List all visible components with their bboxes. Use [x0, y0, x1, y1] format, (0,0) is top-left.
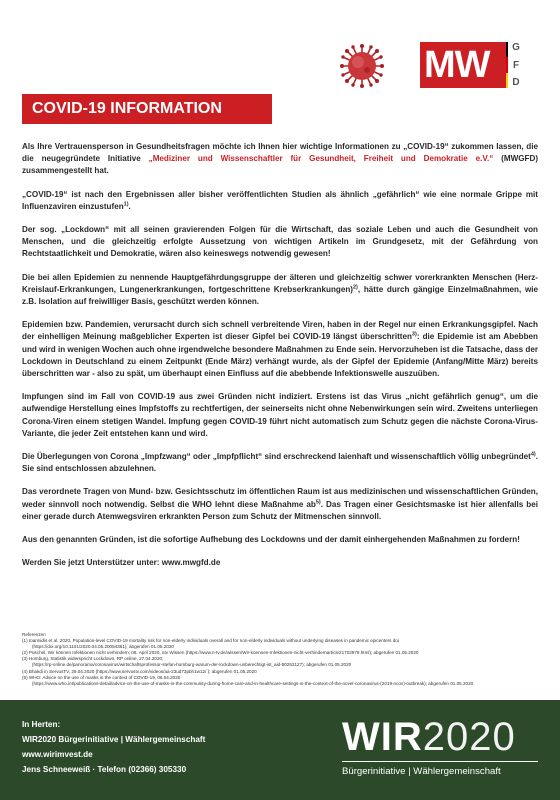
- reference-line: (https://rp-online.de/panorama/coronavirus/wirtschaftsprofessor-stefan-homburg-warum-der-lockdown-unberechtigt-ist_aid-50253127); abgerufen 01.05.2020: [32, 662, 352, 668]
- reference-line: (https://www.who.int/publications-detail/advice-on-the-use-of-masks-in-the-community-during-home-care-and-in-healthcare-settings-in-the-context-of-the-novel-coronavirus-(2019-ncov)-outbreak); abgerufen 01.05.2020: [32, 680, 474, 686]
- title-banner: COVID-19 INFORMATION: [22, 94, 272, 124]
- text: . Sie sind entschlossen abzulehnen.: [22, 452, 538, 474]
- logo-divider: [342, 761, 538, 762]
- paragraph-grippe: „COVID-19“ ist nach den Ergebnissen aller bisher veröffentlichten Studien als ähnlich „gefährlich“ wie eine normale Grippe mit Influenzaviren einzustufen$^{1)}$.: [22, 189, 538, 211]
- paragraph-epidemic-peak: [22, 319, 538, 380]
- wir2020-logo: [342, 715, 516, 759]
- reference-line: (4) Bhakdi in ServusTV, 29.04.2020 (https://www.servustv.com/videos/aa-23ud73pbh1w12/ ); abgerufen 01.05.2020: [22, 668, 257, 674]
- reference-line: (3) Homburg, Statistik widerspricht Lockdown, RP online, 27.04.2020;: [22, 656, 164, 662]
- text: „COVID-19“ ist nach den Ergebnissen aller bisher veröffentlichten Studien als ähnlich „gefährlich“ wie eine normale Grippe mit Influenzaviren einzustufen: [22, 189, 538, 211]
- footer-organization: WIR2020 Bürgerinitiative | Wählergemeinschaft: [22, 735, 206, 744]
- footer-website: www.wirimvest.de: [22, 750, 93, 759]
- logo-letters: MW: [424, 44, 490, 86]
- logo-side-letters: [508, 42, 524, 88]
- reference-line: (https://doi.org/10.1101/2020.04.05.20054361); abgerufen 01.05.2020: [32, 644, 174, 650]
- paragraph-intro: [22, 141, 538, 178]
- paragraph-lockdown: Der sog. „Lockdown“ mit all seinen gravierenden Folgen für die Wirtschaft, das soziale Leben und auch die Gesundheit von Menschen, und die gleichzeitig erfolgte Aussetzung von wichtigen Artikeln im Grundgesetz, mit der Gefährdung von Rechtstaatlichkeit und Demokratie, wären also keineswegs notwendig gewesen!: [22, 225, 538, 259]
- text: , hätte durch gängige Einzelmaßnahmen, wie z.B. Isolation auf freiwilliger Basis, geschützt werden können.: [22, 284, 538, 307]
- text: Als Ihre Vertrauensperson in Gesundheitsfragen möchte ich Ihnen hier wichtige Informationen zu „COVID-19“ zukommen lassen, die die neugegründete Initiative: [22, 142, 538, 164]
- logo-letter-f: F: [512, 59, 520, 71]
- logo-letter-d: D: [512, 77, 520, 88]
- coronavirus-icon: [340, 44, 384, 88]
- references-title: Referenzen: [22, 632, 46, 637]
- footnote-ref: 4): [530, 451, 536, 458]
- reference-line: (1) Ioannidis et al. 2020, Population-level COVID-19 mortality risk for non-elderly individuals overall and for non-elderly individuals without underlying diseases in pandemic epicenters doi: [22, 638, 399, 644]
- logo-subtitle: Bürgerinitiative | Wählergemeinschaft: [342, 766, 501, 777]
- paragraph-risk-group: [22, 272, 538, 309]
- footnote-ref: 5): [315, 498, 321, 505]
- logo-letter-g: G: [512, 42, 520, 53]
- text: Epidemien bzw. Pandemien, verursacht durch sich schnell verbreitende Viren, haben in der Regel nur einen Erkrankungsgipfel. Nach der einhelligen Meinung maßgeblicher Experten ist dieser Gipfel bei COVID-19 längst überschritten: [22, 320, 538, 342]
- logo-year: 2020: [422, 715, 516, 759]
- footer-phone: Jens Schneeweiß · Telefon (02366) 305330: [22, 765, 187, 774]
- text: Das verordnete Tragen von Mund- bzw. Gesichtsschutz im öffentlichen Raum ist aus medizinischen und wissenschaftlichen Gründen, weder sinnvoll noch notwendig. Selbst die WHO lehnt diese Maßnahme ab: [22, 487, 538, 509]
- reference-line: (2) Püschel, Wir können Infektionen nicht verhindern; 08. April 2020, ntv Wissen (https://www.n-tv.de/wissen/Wir-koennen-Infektionen-nicht-verhindernarticle21702978.html); abgerufen 01.05.2020: [22, 650, 419, 656]
- text: : die Epidemie ist am Abebben und wird in wenigen Wochen auch ohne irgendwelche besondere Maßnahmen zu Ende sein. Hervorzuheben ist die Tatsache, dass der Lockdown in Deutschland zu einem Zeitpunkt (Ende März) verhängt wurde, als der Gipfel der Epidemie (Anfang/Mitte März) bereits überschritten war - also zu spät, um überhaupt einen Einfluss auf die abebbende Infektionswelle auszuüben.: [22, 332, 539, 379]
- initiative-name: „Mediziner und Wissenschaftler für Gesundheit, Freiheit und Demokratie e.V.“: [148, 154, 494, 164]
- text: (MWGFD) zusammengestellt hat.: [22, 154, 539, 176]
- footnote-ref: 1): [123, 201, 129, 208]
- text: . Das Tragen einer Gesichtsmaske ist hier allenfalls bei einer gerade durch Atemwegsviren erkrankten Person zum Schutz der Mitmenschen sinnvoll.: [22, 499, 538, 521]
- reference-line: (5) WHO: Advice on the use of masks in the context of COVID-19, 06.04.2020: [22, 674, 181, 680]
- paragraph-demand: Aus den genannten Gründen, ist die sofortige Aufhebung des Lockdowns und der damit einhergehenden Maßnahmen zu fordern!: [22, 535, 520, 545]
- logo-wir: WIR: [342, 715, 423, 759]
- footnote-ref: 3): [411, 331, 417, 338]
- footnote-ref: 2): [352, 284, 358, 291]
- paragraph-mandatory-vaccination: [22, 451, 538, 475]
- body-text: [22, 141, 538, 580]
- text: Die Überlegungen von Corona „Impfzwang“ oder „Impfpflicht“ sind erschreckend laienhaft und wissenschaftlich völlig unbegründet: [22, 452, 531, 462]
- paragraph-masks: [22, 486, 538, 523]
- paragraph-supporter-cta: Werden Sie jetzt Unterstützer unter: www.mwgfd.de: [22, 558, 221, 568]
- paragraph-vaccination: Impfungen sind im Fall von COVID-19 aus zwei Gründen nicht indiziert. Erstens ist das Virus „nicht gefährlich genug“, um die aufwendige Herstellung eines Impfstoffs zu rechtfertigen, der seinerseits nicht ohne Nebenwirkungen sein wird. Zweitens unterliegen Corona-Viren einem stetigen Wandel. Impfung gegen COVID-19 führt nicht automatisch zum Schutz gegen die nächste Corona-Virus-Variante, die jeder Zeit entstehen kann und wird.: [22, 392, 538, 438]
- footer: [0, 700, 560, 800]
- text: Die bei allen Epidemien zu nennende Hauptgefährdungsgruppe der älteren und gleichzeitig schwer vorerkrankten Menschen (Herz-Kreislauf-Erkrankungen, Lungenerkrankungen, fortgeschrittene Krebserkrankungen): [22, 272, 538, 294]
- mwgfd-logo: [420, 42, 524, 88]
- references: [22, 632, 538, 687]
- footer-location: In Herten:: [22, 720, 61, 729]
- footer-contact: [22, 717, 205, 777]
